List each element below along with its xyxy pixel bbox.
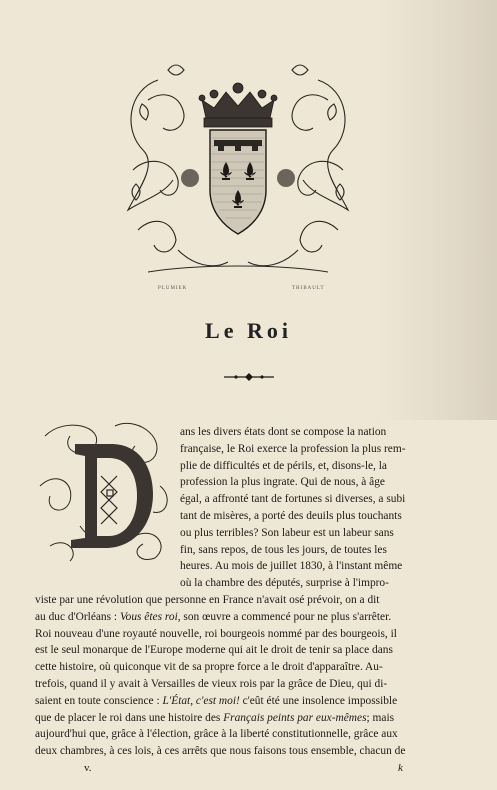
ornate-dropcap-d	[35, 416, 173, 564]
text-line: profession la plus ingrate. Qui de nous, à âge	[180, 476, 385, 489]
text-line: tant de misères, a porté des deuils plus touchants	[180, 509, 402, 522]
text-line: ans les divers états dont se compose la nation	[180, 426, 387, 438]
engraver-credit-right: THIBAULT	[292, 286, 325, 291]
text-block-beside-dropcap	[180, 424, 459, 592]
text-line: saient en toute conscience : L'État, c'est moi! c'eût été une insolence impossible	[35, 694, 398, 707]
text-line: Roi nouveau d'une royauté nouvelle, roi bourgeois nommé par des bourgeois, il	[35, 627, 397, 640]
text-line: au duc d'Orléans : Vous êtes roi, son œuvre a commencé pour ne plus s'arrêter.	[35, 610, 392, 623]
text-line: plie de difficultés et de périls, et, disons-le, la	[180, 459, 387, 472]
text-line: cette histoire, où quiconque vit de sa propre force a le droit d'apparaître. Au-	[35, 661, 383, 674]
royal-coat-of-arms-engraving	[118, 50, 358, 282]
text-line: française, le Roi exerce la profession la plus rem-	[180, 442, 406, 455]
text-line: ou plus terribles? Son labeur est un labeur sans	[180, 526, 394, 539]
text-line: aujourd'hui que, grâce à l'élection, grâce à la liberté constitutionnelle, grâce aux	[35, 728, 398, 741]
show-through-shadow	[377, 0, 497, 420]
text-line: que de placer le roi dans une histoire des Français peints par eux-mêmes; mais	[35, 711, 395, 724]
signature-mark-left: v.	[84, 762, 92, 774]
text-block-full-width	[35, 592, 459, 760]
text-line: fin, sans repos, de tous les jours, de toutes les	[180, 543, 387, 556]
engraver-credit-left: PLUMIER	[158, 286, 187, 291]
ornamental-divider	[222, 372, 276, 382]
text-line: est le seul monarque de l'Europe moderne qui ait le droit de tenir sa place dans	[35, 644, 393, 657]
text-line: égal, a affronté tant de fortunes si diverses, a subi	[180, 493, 406, 506]
chapter-title: Le Roi	[205, 318, 292, 343]
svg-text:D: D	[119, 506, 124, 512]
signature-mark-right: k	[398, 762, 403, 774]
text-line: viste par une révolution que personne en France n'avait osé prévoir, on a dit	[35, 594, 380, 606]
text-line: où la chambre des députés, surprise à l'impro-	[180, 577, 389, 590]
text-line: heures. Au mois de juillet 1830, à l'instant même	[180, 560, 403, 573]
emphasis: L'État, c'est moi!	[162, 694, 240, 707]
emphasis: Vous êtes roi	[119, 610, 178, 623]
text-line: trefois, quand il y avait à Versailles de vieux rois par la grâce de Dieu, qui di-	[35, 677, 388, 690]
emphasis: Français peints par eux-mêmes	[223, 711, 367, 724]
text-line: deux chambres, à ces lois, à ces arrêts que nous faisons tous ensemble, chacun de	[35, 745, 406, 758]
